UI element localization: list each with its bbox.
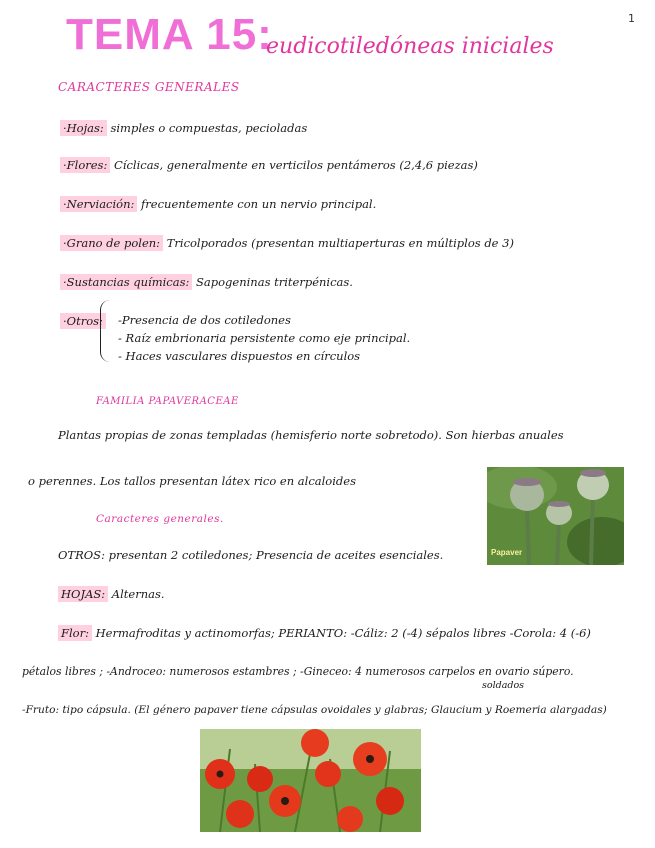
section-heading-familia: FAMILIA PAPAVERACEAE [96, 396, 239, 407]
text-grano: Tricolporados (presentan multiaperturas en múltiplos de 3) [166, 236, 514, 250]
line-sustancias [60, 275, 353, 289]
text-otros-fam: presentan 2 cotiledones; Presencia de aceites esenciales. [108, 548, 444, 562]
poppy-photo-caption: Papaver [491, 548, 523, 557]
label-nerviacion: ·Nerviación: [60, 196, 137, 212]
text-sustancias: Sapogeninas triterpénicas. [196, 275, 353, 289]
label-sustancias: ·Sustancias químicas: [60, 274, 192, 290]
label-hojas-fam: HOJAS: [58, 586, 108, 602]
poppy-field-illustration [200, 729, 421, 832]
label-flores: ·Flores: [60, 157, 110, 173]
page-number: 1 [628, 12, 635, 25]
brace-otros [100, 300, 111, 362]
poppy-field-photo [200, 729, 421, 832]
otros-item: - Raíz embrionaria persistente como eje principal. [118, 331, 411, 345]
text-flor: Hermafroditas y actinomorfas; PERIANTO: -Cáliz: 2 (-4) sépalos libres -Corola: 4 (-6) [95, 626, 591, 640]
line-fruto: -Fruto: tipo cápsula. (El género papaver tiene cápsulas ovoidales y glabras; Glaucium y Roemeria alargadas) [22, 704, 607, 716]
text-flores: Cíclicas, generalmente en verticilos pentámeros (2,4,6 piezas) [113, 158, 478, 172]
line-grano [60, 236, 514, 250]
line-hojas [60, 121, 307, 135]
poppy-capsule-photo [487, 467, 624, 565]
line-petalos: pétalos libres ; -Androceo: numerosos estambres ; -Gineceo: 4 numerosos carpelos en ovario súpero. [22, 665, 574, 678]
label-flor: Flor: [58, 625, 92, 641]
label-otros-fam: OTROS: [58, 548, 105, 562]
section-heading-caracteres: CARACTERES GENERALES [58, 80, 240, 94]
section-heading-caracteres-fam: Caracteres generales. [96, 513, 224, 525]
otros-item: -Presencia de dos cotiledones [118, 313, 291, 327]
line-flores [60, 158, 478, 172]
line-otros-fam [58, 548, 443, 562]
line-hojas-fam [58, 587, 165, 601]
label-grano: ·Grano de polen: [60, 235, 163, 251]
label-hojas: ·Hojas: [60, 120, 107, 136]
otros-item: - Haces vasculares dispuestos en círculos [118, 349, 361, 363]
line-plantas-1: Plantas propias de zonas templadas (hemisferio norte sobretodo). Son hierbas anuales [58, 428, 564, 442]
line-nerviacion [60, 197, 376, 211]
line-flor [58, 626, 591, 640]
text-hojas-fam: Alternas. [111, 587, 165, 601]
page-title: TEMA 15: [66, 10, 273, 59]
label-otros-text: ·Otros: [60, 313, 106, 329]
text-nerviacion: frecuentemente con un nervio principal. [141, 197, 377, 211]
page-subtitle: eudicotiledóneas iniciales [266, 34, 554, 59]
line-soldados: soldados [482, 680, 525, 691]
text-hojas: simples o compuestas, pecioladas [110, 121, 308, 135]
line-plantas-2: o perennes. Los tallos presentan látex rico en alcaloides [28, 474, 356, 488]
